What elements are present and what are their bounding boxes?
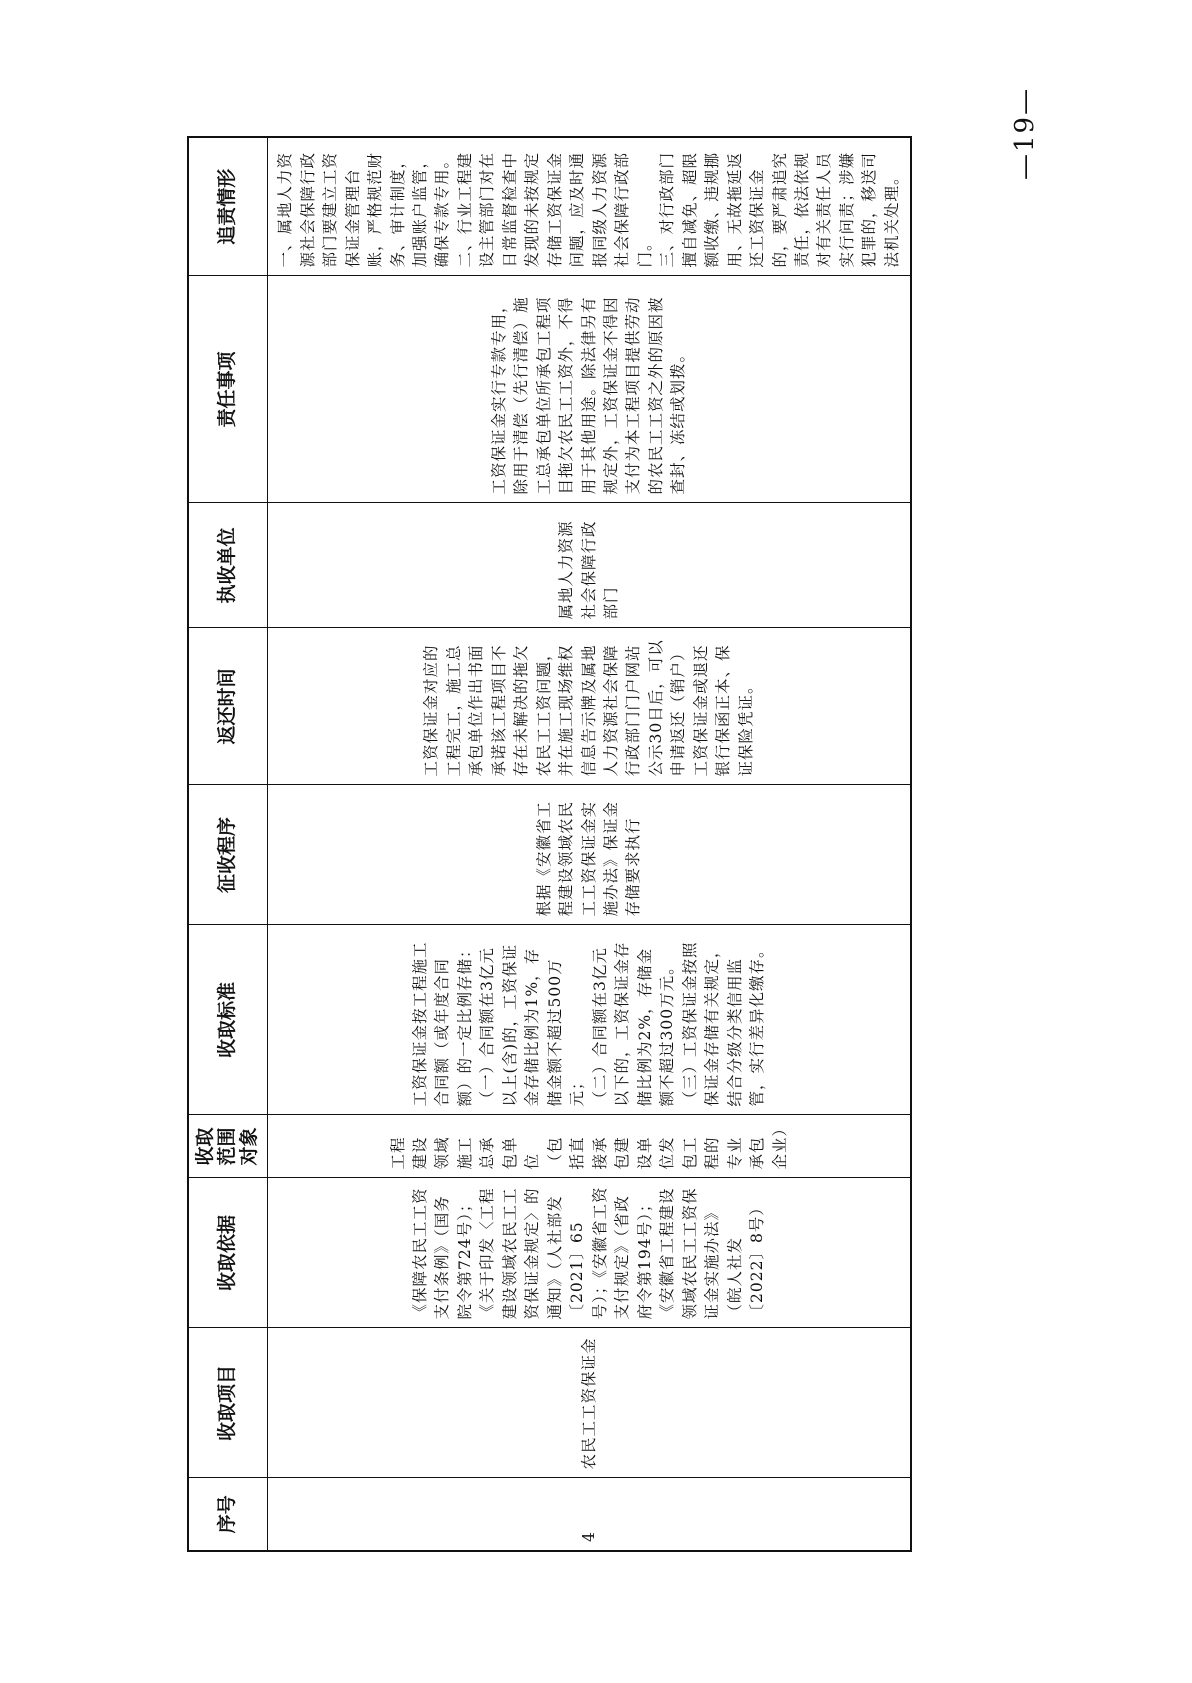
- header-procedure: 征收程序: [188, 785, 267, 925]
- standard-paragraph: 工资保证金按工程施工合同额（或年度合同额）的一定比例存储：: [411, 941, 474, 1107]
- cell-refund-time: 工资保证金对应的工程完工，施工总承包单位作出书面承诺该工程项目不存在未解决的拖欠农民工工资问题，并在施工现场维权信息告示牌及属地人力资源社会保障行政部门门户网站公示30日后，可以申请返还（销户）工资保证金或退还银行保函正本、保证保险凭证。: [267, 628, 911, 785]
- rotated-table-container: [187, 138, 912, 1552]
- standard-paragraph: （二）合同额在3亿元以下的，工资保证金存储比例为2%，存储金额不超过300万元。: [590, 941, 677, 1107]
- header-scope: 收取范围对象: [188, 1115, 267, 1178]
- table-row: [267, 137, 911, 1551]
- cell-accountability: [267, 137, 911, 276]
- header-accountability: 追责情形: [188, 137, 267, 276]
- cell-item: 农民工工资保证金: [267, 1328, 911, 1478]
- header-unit: 执收单位: [188, 503, 267, 628]
- cell-no: 4: [267, 1478, 911, 1551]
- accountability-paragraph: 一、属地人力资源社会保障行政部门要建立工资保证金管理台账，严格规范财务、审计制度，加强账户监管，确保专款专用。: [276, 151, 452, 268]
- standard-paragraph: （一）合同额在3亿元以上(含)的，工资保证金存储比例为1%，存储金额不超过500万元；: [478, 943, 587, 1107]
- header-basis: 收取依据: [188, 1178, 267, 1328]
- cell-basis: 《保障农民工工资支付条例》（国务院令第724号）；《关于印发〈工程建设领域农民工工资保证金规定〉的通知》（人社部发〔2021〕65号）；《安徽省工资支付规定》（省政府令第194号）；《安徽省工程建设领域农民工工资保证金实施办法》（皖人社发〔2022〕8号）: [267, 1178, 911, 1328]
- header-duty: 责任事项: [188, 276, 267, 503]
- accountability-paragraph: 二、行业工程建设主管部门对在日常监督检查中发现的未按规定存储工资保证金问题，应及时通报同级人力资源社会保障行政部门。: [455, 151, 654, 268]
- cell-scope: 工程建设领域施工总承包单位（包括直接承包建设单位发包工程的专业承包企业）: [267, 1115, 911, 1178]
- cell-standard: [267, 925, 911, 1115]
- cell-unit: 属地人力资源社会保障行政部门: [267, 503, 911, 628]
- page-number: —19—: [1010, 86, 1040, 180]
- standard-paragraph: （三）工资保证金按照保证金存储有关规定，结合分级分类信用监管，实行差异化缴存。: [680, 941, 767, 1107]
- header-row: [188, 137, 267, 1551]
- header-refund-time: 返还时间: [188, 628, 267, 785]
- header-item: 收取项目: [188, 1328, 267, 1478]
- fee-collection-table: [187, 136, 912, 1552]
- accountability-paragraph: 三、对行政部门擅自减免、超限额收缴、违规挪用、无故拖延返还工资保证金的，要严肃追究责任，依法依规对有关责任人员实行问责；涉嫌犯罪的，移送司法机关处理。: [658, 151, 901, 268]
- header-no: 序号: [188, 1478, 267, 1551]
- cell-duty: 工资保证金实行专款专用，除用于清偿（先行清偿）施工总承包单位所承包工程项目拖欠农民工工资外，不得用于其他用途。除法律另有规定外，工资保证金不得因支付为本工程项目提供劳动的农民工工资之外的原因被查封、冻结或划拨。: [267, 276, 911, 503]
- cell-procedure: 根据《安徽省工程建设领域农民工工资保证金实施办法》保证金存储要求执行: [267, 785, 911, 925]
- header-standard: 收取标准: [188, 925, 267, 1115]
